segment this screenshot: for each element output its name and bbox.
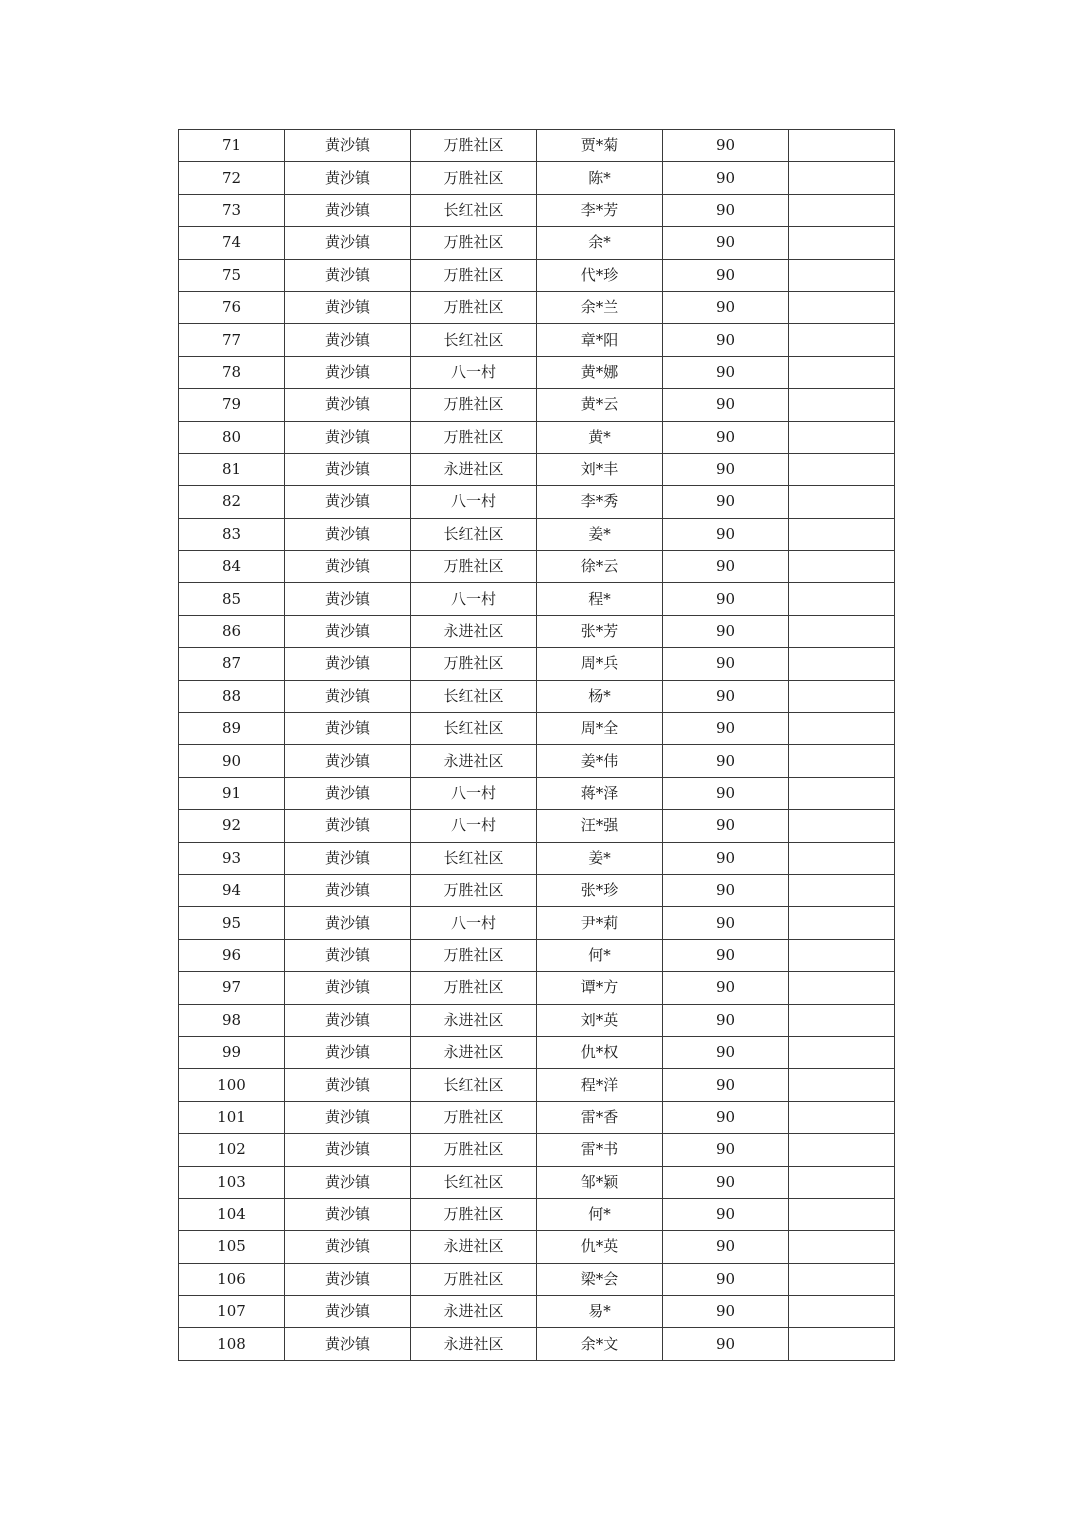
table-row [179,453,895,485]
cell-town: 黄沙镇 [285,1231,411,1263]
cell-name: 刘*英 [537,1004,663,1036]
cell-name: 仇*英 [537,1231,663,1263]
table-row [179,1328,895,1360]
cell-community: 万胜社区 [411,162,537,194]
cell-amount: 90 [663,939,789,971]
cell-note [789,777,895,809]
cell-community: 万胜社区 [411,648,537,680]
cell-amount: 90 [663,259,789,291]
cell-community: 万胜社区 [411,551,537,583]
cell-serial-number: 73 [179,194,285,226]
cell-town: 黄沙镇 [285,583,411,615]
cell-serial-number: 90 [179,745,285,777]
cell-amount: 90 [663,1231,789,1263]
table-row [179,1198,895,1230]
cell-note [789,680,895,712]
cell-note [789,1036,895,1068]
cell-note [789,453,895,485]
cell-note [789,356,895,388]
table-row [179,130,895,162]
cell-town: 黄沙镇 [285,1036,411,1068]
cell-serial-number: 86 [179,615,285,647]
cell-town: 黄沙镇 [285,1134,411,1166]
cell-community: 长红社区 [411,194,537,226]
cell-serial-number: 92 [179,810,285,842]
cell-name: 蒋*泽 [537,777,663,809]
cell-name: 谭*方 [537,972,663,1004]
cell-town: 黄沙镇 [285,518,411,550]
cell-community: 长红社区 [411,713,537,745]
cell-name: 姜* [537,842,663,874]
cell-serial-number: 94 [179,874,285,906]
cell-serial-number: 105 [179,1231,285,1263]
cell-serial-number: 75 [179,259,285,291]
cell-note [789,1328,895,1360]
cell-amount: 90 [663,227,789,259]
cell-note [789,583,895,615]
cell-town: 黄沙镇 [285,259,411,291]
cell-name: 李*芳 [537,194,663,226]
cell-serial-number: 96 [179,939,285,971]
cell-note [789,874,895,906]
cell-amount: 90 [663,421,789,453]
cell-amount: 90 [663,1166,789,1198]
table-row [179,939,895,971]
cell-serial-number: 78 [179,356,285,388]
cell-name: 程* [537,583,663,615]
table-row [179,162,895,194]
cell-town: 黄沙镇 [285,227,411,259]
cell-note [789,1004,895,1036]
cell-note [789,1134,895,1166]
cell-town: 黄沙镇 [285,615,411,647]
cell-serial-number: 107 [179,1296,285,1328]
cell-name: 张*芳 [537,615,663,647]
cell-name: 章*阳 [537,324,663,356]
cell-town: 黄沙镇 [285,648,411,680]
cell-serial-number: 82 [179,486,285,518]
cell-serial-number: 76 [179,291,285,323]
cell-amount: 90 [663,453,789,485]
cell-town: 黄沙镇 [285,291,411,323]
cell-note [789,1198,895,1230]
cell-name: 杨* [537,680,663,712]
cell-amount: 90 [663,1296,789,1328]
cell-town: 黄沙镇 [285,421,411,453]
cell-serial-number: 80 [179,421,285,453]
cell-note [789,1231,895,1263]
table-row [179,291,895,323]
cell-town: 黄沙镇 [285,1296,411,1328]
cell-serial-number: 74 [179,227,285,259]
cell-name: 贾*菊 [537,130,663,162]
table-row [179,1231,895,1263]
cell-amount: 90 [663,291,789,323]
cell-note [789,1296,895,1328]
cell-note [789,939,895,971]
cell-community: 永进社区 [411,1231,537,1263]
cell-amount: 90 [663,1036,789,1068]
cell-community: 永进社区 [411,1296,537,1328]
cell-name: 张*珍 [537,874,663,906]
cell-amount: 90 [663,486,789,518]
cell-serial-number: 88 [179,680,285,712]
cell-amount: 90 [663,874,789,906]
cell-town: 黄沙镇 [285,1328,411,1360]
cell-town: 黄沙镇 [285,551,411,583]
cell-name: 梁*会 [537,1263,663,1295]
cell-serial-number: 100 [179,1069,285,1101]
table-row [179,1263,895,1295]
cell-name: 陈* [537,162,663,194]
cell-amount: 90 [663,810,789,842]
cell-amount: 90 [663,1263,789,1295]
cell-amount: 90 [663,680,789,712]
table-row [179,551,895,583]
cell-name: 尹*莉 [537,907,663,939]
cell-note [789,615,895,647]
cell-community: 长红社区 [411,1069,537,1101]
table-row [179,194,895,226]
cell-name: 余* [537,227,663,259]
table-row [179,648,895,680]
cell-community: 万胜社区 [411,421,537,453]
cell-serial-number: 108 [179,1328,285,1360]
table-row [179,324,895,356]
table-row [179,907,895,939]
cell-serial-number: 95 [179,907,285,939]
cell-town: 黄沙镇 [285,745,411,777]
cell-serial-number: 79 [179,389,285,421]
cell-note [789,842,895,874]
table-row [179,356,895,388]
table-row [179,1004,895,1036]
table-row [179,777,895,809]
cell-note [789,648,895,680]
cell-community: 八一村 [411,907,537,939]
cell-community: 八一村 [411,356,537,388]
table-row [179,1134,895,1166]
cell-amount: 90 [663,972,789,1004]
cell-serial-number: 91 [179,777,285,809]
cell-town: 黄沙镇 [285,162,411,194]
table-row [179,1036,895,1068]
cell-name: 雷*书 [537,1134,663,1166]
cell-name: 何* [537,1198,663,1230]
cell-name: 周*兵 [537,648,663,680]
cell-name: 徐*云 [537,551,663,583]
cell-town: 黄沙镇 [285,777,411,809]
cell-amount: 90 [663,518,789,550]
cell-town: 黄沙镇 [285,356,411,388]
cell-amount: 90 [663,842,789,874]
cell-serial-number: 103 [179,1166,285,1198]
cell-serial-number: 89 [179,713,285,745]
cell-community: 永进社区 [411,1004,537,1036]
cell-amount: 90 [663,551,789,583]
cell-amount: 90 [663,907,789,939]
cell-note [789,810,895,842]
table-row [179,259,895,291]
cell-town: 黄沙镇 [285,907,411,939]
cell-serial-number: 72 [179,162,285,194]
cell-name: 姜* [537,518,663,550]
cell-name: 黄*娜 [537,356,663,388]
table-row [179,1296,895,1328]
cell-town: 黄沙镇 [285,713,411,745]
cell-name: 余*兰 [537,291,663,323]
table-row [179,1101,895,1133]
cell-amount: 90 [663,194,789,226]
cell-community: 万胜社区 [411,130,537,162]
cell-note [789,259,895,291]
cell-community: 永进社区 [411,1036,537,1068]
cell-name: 仇*权 [537,1036,663,1068]
cell-serial-number: 84 [179,551,285,583]
table-row [179,972,895,1004]
cell-town: 黄沙镇 [285,874,411,906]
cell-community: 长红社区 [411,324,537,356]
cell-note [789,551,895,583]
cell-serial-number: 106 [179,1263,285,1295]
table-row [179,615,895,647]
cell-town: 黄沙镇 [285,453,411,485]
cell-town: 黄沙镇 [285,1101,411,1133]
cell-note [789,291,895,323]
cell-community: 万胜社区 [411,1134,537,1166]
table-row [179,227,895,259]
cell-town: 黄沙镇 [285,486,411,518]
cell-serial-number: 97 [179,972,285,1004]
cell-community: 万胜社区 [411,972,537,1004]
cell-amount: 90 [663,1328,789,1360]
cell-name: 李*秀 [537,486,663,518]
cell-amount: 90 [663,777,789,809]
table-row [179,713,895,745]
cell-amount: 90 [663,389,789,421]
cell-note [789,1069,895,1101]
cell-note [789,324,895,356]
table-row [179,680,895,712]
roster-table [178,129,895,1361]
cell-community: 万胜社区 [411,939,537,971]
cell-name: 何* [537,939,663,971]
cell-community: 长红社区 [411,518,537,550]
cell-town: 黄沙镇 [285,680,411,712]
cell-name: 余*文 [537,1328,663,1360]
table-row [179,1069,895,1101]
cell-serial-number: 87 [179,648,285,680]
cell-town: 黄沙镇 [285,1198,411,1230]
cell-community: 八一村 [411,810,537,842]
cell-serial-number: 83 [179,518,285,550]
cell-amount: 90 [663,713,789,745]
cell-serial-number: 102 [179,1134,285,1166]
cell-town: 黄沙镇 [285,1166,411,1198]
cell-community: 永进社区 [411,1328,537,1360]
table-row [179,842,895,874]
cell-community: 万胜社区 [411,227,537,259]
cell-name: 姜*伟 [537,745,663,777]
cell-amount: 90 [663,1004,789,1036]
cell-name: 邹*颖 [537,1166,663,1198]
cell-town: 黄沙镇 [285,389,411,421]
cell-community: 长红社区 [411,1166,537,1198]
cell-community: 万胜社区 [411,291,537,323]
cell-serial-number: 81 [179,453,285,485]
cell-serial-number: 85 [179,583,285,615]
cell-town: 黄沙镇 [285,1004,411,1036]
cell-community: 八一村 [411,486,537,518]
cell-community: 万胜社区 [411,1263,537,1295]
cell-note [789,1166,895,1198]
cell-note [789,1101,895,1133]
cell-note [789,227,895,259]
cell-amount: 90 [663,324,789,356]
roster-table-body [179,130,895,1361]
cell-amount: 90 [663,162,789,194]
table-row [179,583,895,615]
cell-note [789,713,895,745]
cell-community: 万胜社区 [411,259,537,291]
table-row [179,518,895,550]
cell-amount: 90 [663,1198,789,1230]
cell-serial-number: 104 [179,1198,285,1230]
cell-serial-number: 99 [179,1036,285,1068]
table-row [179,745,895,777]
cell-serial-number: 77 [179,324,285,356]
cell-name: 易* [537,1296,663,1328]
table-row [179,874,895,906]
cell-town: 黄沙镇 [285,194,411,226]
cell-town: 黄沙镇 [285,972,411,1004]
cell-serial-number: 98 [179,1004,285,1036]
cell-note [789,518,895,550]
table-row [179,486,895,518]
cell-note [789,972,895,1004]
cell-amount: 90 [663,1101,789,1133]
cell-amount: 90 [663,648,789,680]
cell-town: 黄沙镇 [285,939,411,971]
cell-community: 万胜社区 [411,1198,537,1230]
cell-note [789,421,895,453]
cell-town: 黄沙镇 [285,324,411,356]
cell-note [789,130,895,162]
cell-community: 万胜社区 [411,1101,537,1133]
cell-name: 周*全 [537,713,663,745]
cell-community: 长红社区 [411,842,537,874]
cell-community: 长红社区 [411,680,537,712]
cell-town: 黄沙镇 [285,1263,411,1295]
cell-amount: 90 [663,356,789,388]
cell-note [789,907,895,939]
cell-community: 万胜社区 [411,874,537,906]
cell-serial-number: 101 [179,1101,285,1133]
cell-amount: 90 [663,130,789,162]
cell-note [789,194,895,226]
cell-community: 永进社区 [411,615,537,647]
cell-note [789,389,895,421]
cell-amount: 90 [663,1069,789,1101]
cell-note [789,162,895,194]
table-row [179,421,895,453]
table-row [179,1166,895,1198]
cell-name: 刘*丰 [537,453,663,485]
cell-name: 程*洋 [537,1069,663,1101]
cell-name: 雷*香 [537,1101,663,1133]
cell-community: 永进社区 [411,453,537,485]
cell-community: 万胜社区 [411,389,537,421]
cell-note [789,486,895,518]
cell-town: 黄沙镇 [285,842,411,874]
cell-name: 黄* [537,421,663,453]
cell-amount: 90 [663,745,789,777]
table-row [179,389,895,421]
cell-amount: 90 [663,1134,789,1166]
cell-name: 代*珍 [537,259,663,291]
cell-amount: 90 [663,615,789,647]
cell-community: 永进社区 [411,745,537,777]
cell-amount: 90 [663,583,789,615]
cell-town: 黄沙镇 [285,130,411,162]
cell-note [789,745,895,777]
cell-name: 黄*云 [537,389,663,421]
cell-community: 八一村 [411,777,537,809]
cell-serial-number: 93 [179,842,285,874]
cell-town: 黄沙镇 [285,1069,411,1101]
table-row [179,810,895,842]
cell-community: 八一村 [411,583,537,615]
cell-name: 汪*强 [537,810,663,842]
cell-note [789,1263,895,1295]
cell-town: 黄沙镇 [285,810,411,842]
cell-serial-number: 71 [179,130,285,162]
